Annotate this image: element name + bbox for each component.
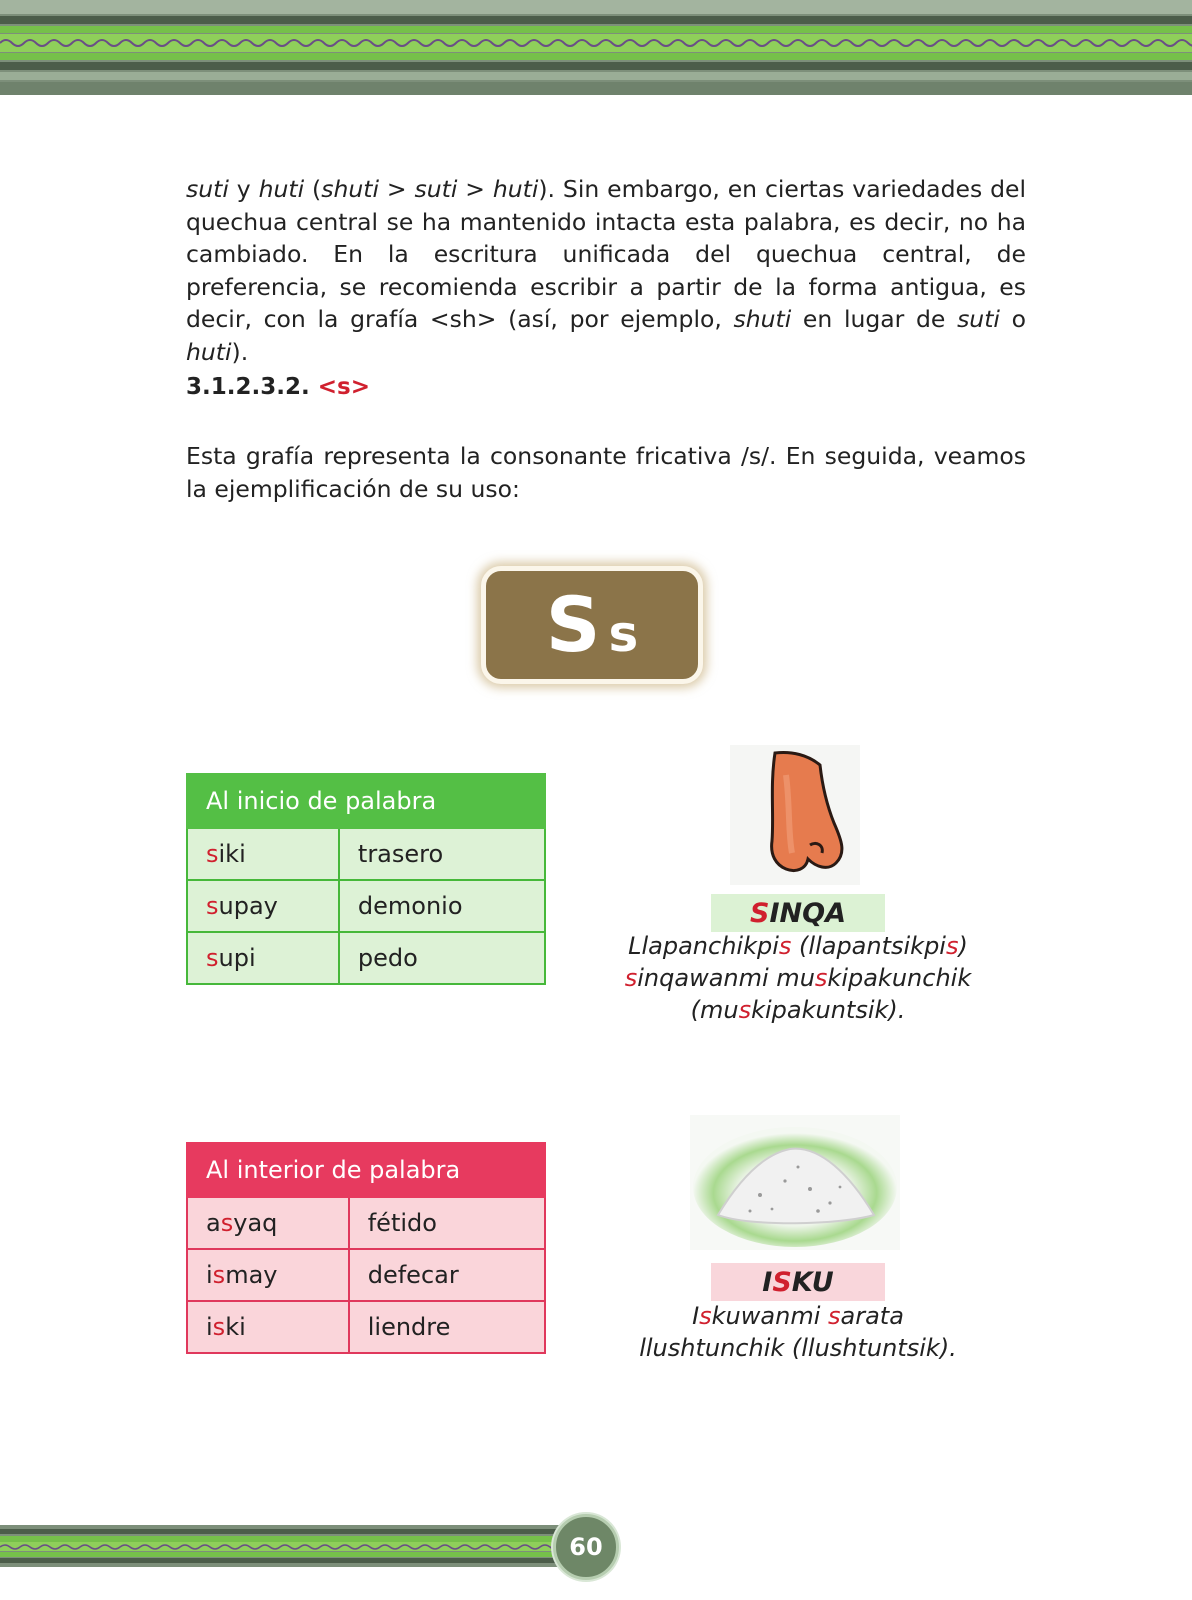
text-run: (mu <box>690 996 739 1024</box>
table-row <box>187 1301 545 1353</box>
text-run: may <box>225 1261 278 1289</box>
quechua-word-cell <box>187 932 339 984</box>
text-run: huti <box>258 175 305 203</box>
highlighted-letter: s <box>624 964 638 992</box>
highlighted-letter: S <box>750 897 770 929</box>
body-paragraph-description: Esta grafía representa la consonante fricativa /s/. En seguida, veamos la ejemplificación de su uso: <box>186 442 1026 503</box>
text-run: i <box>206 1261 213 1289</box>
text-run: KU <box>791 1266 834 1298</box>
text-run: suti <box>186 175 229 203</box>
nose-illustration <box>730 745 860 885</box>
text-run: en lugar de <box>791 305 958 333</box>
table-row <box>187 1197 545 1249</box>
section-heading <box>186 374 370 400</box>
spanish-meaning-cell: pedo <box>339 932 545 984</box>
text-run: ki <box>225 1313 246 1341</box>
text-run: kuwanmi <box>711 1302 828 1330</box>
highlighted-letter: s <box>212 1313 226 1341</box>
text-run: INQA <box>769 897 846 929</box>
text-run: > <box>457 175 493 203</box>
table-row <box>187 880 545 932</box>
highlighted-letter: s <box>206 944 219 972</box>
highlighted-letter: s <box>699 1302 712 1330</box>
table-header: Al inicio de palabra <box>187 774 545 828</box>
text-run: ). <box>231 337 249 366</box>
text-run: yaq <box>233 1209 278 1237</box>
highlighted-letter: s <box>220 1209 234 1237</box>
header-decorative-band <box>0 0 1192 95</box>
letter-lowercase: s <box>608 605 639 663</box>
example-caption-isku <box>600 1300 996 1364</box>
text-run: shuti <box>321 175 379 203</box>
text-run: Llapanchikpi <box>628 932 779 960</box>
text-run: ). Sin embargo, en ciertas variedades del quechua central se ha mantenido intacta esta palabra, es decir, no ha cambiado. En la escritura unificada del quechua central, de preferencia, se recomienda escribir a partir de la forma antigua, es decir, con la grafía <sh> (así, por ejemplo, <box>186 175 1026 333</box>
text-run: huti <box>492 175 539 203</box>
section-grapheme: <s> <box>317 374 370 400</box>
spanish-meaning-cell: trasero <box>339 828 545 880</box>
spanish-meaning-cell: fétido <box>349 1197 545 1249</box>
text-run: upay <box>218 892 278 920</box>
text-run: upi <box>218 944 256 972</box>
text-run: inqawanmi mu <box>637 964 815 992</box>
page-number-badge: 60 <box>553 1514 619 1580</box>
highlighted-letter: s <box>212 1261 226 1289</box>
text-run: suti <box>414 175 458 203</box>
example-word-sinqa <box>711 894 885 932</box>
section-number: 3.1.2.3.2. <box>186 374 310 400</box>
highlighted-letter: S <box>772 1266 792 1298</box>
text-run: ) <box>958 932 968 960</box>
table-row <box>187 1249 545 1301</box>
spanish-meaning-cell: defecar <box>349 1249 545 1301</box>
quechua-word-cell <box>187 1249 349 1301</box>
text-run: > <box>378 175 415 203</box>
text-run: kipakuntsik). <box>751 996 906 1024</box>
highlighted-letter: s <box>206 892 219 920</box>
highlighted-letter: s <box>778 932 792 960</box>
table-row <box>187 828 545 880</box>
text-run: (llapantsikpi <box>791 932 946 960</box>
highlighted-letter: s <box>206 840 219 868</box>
table-header: Al interior de palabra <box>187 1143 545 1197</box>
highlighted-letter: s <box>814 964 828 992</box>
text-run: shuti <box>733 305 792 333</box>
table-initial-position <box>186 773 546 985</box>
letter-card <box>481 566 703 684</box>
quechua-word-cell <box>187 1301 349 1353</box>
quechua-word-cell <box>187 880 339 932</box>
text-run: o <box>999 305 1026 333</box>
text-run: iki <box>218 840 246 868</box>
footer-decorative-band <box>0 1525 560 1567</box>
quechua-word-cell <box>187 1197 349 1249</box>
highlighted-letter: s <box>828 1302 841 1330</box>
table-interior-position <box>186 1142 546 1354</box>
text-run: arata <box>840 1302 904 1330</box>
salt-illustration <box>690 1115 900 1250</box>
text-run: huti <box>186 337 232 366</box>
example-caption-sinqa <box>600 930 996 1026</box>
text-run: a <box>206 1209 221 1237</box>
text-run: I <box>692 1302 700 1330</box>
text-run: y <box>228 175 259 203</box>
body-paragraph-intro <box>186 173 1026 368</box>
text-run: kipakunchik <box>827 964 972 992</box>
table-row <box>187 932 545 984</box>
text-run: llushtunchik (llushtuntsik). <box>639 1334 957 1362</box>
example-word-isku <box>711 1263 885 1301</box>
quechua-word-cell <box>187 828 339 880</box>
text-run: ( <box>304 175 322 203</box>
spanish-meaning-cell: demonio <box>339 880 545 932</box>
text-run: I <box>762 1266 773 1298</box>
text-run: suti <box>957 305 1000 333</box>
text-run: i <box>206 1313 213 1341</box>
highlighted-letter: s <box>738 996 752 1024</box>
highlighted-letter: s <box>945 932 959 960</box>
spanish-meaning-cell: liendre <box>349 1301 545 1353</box>
letter-uppercase: S <box>545 580 601 669</box>
